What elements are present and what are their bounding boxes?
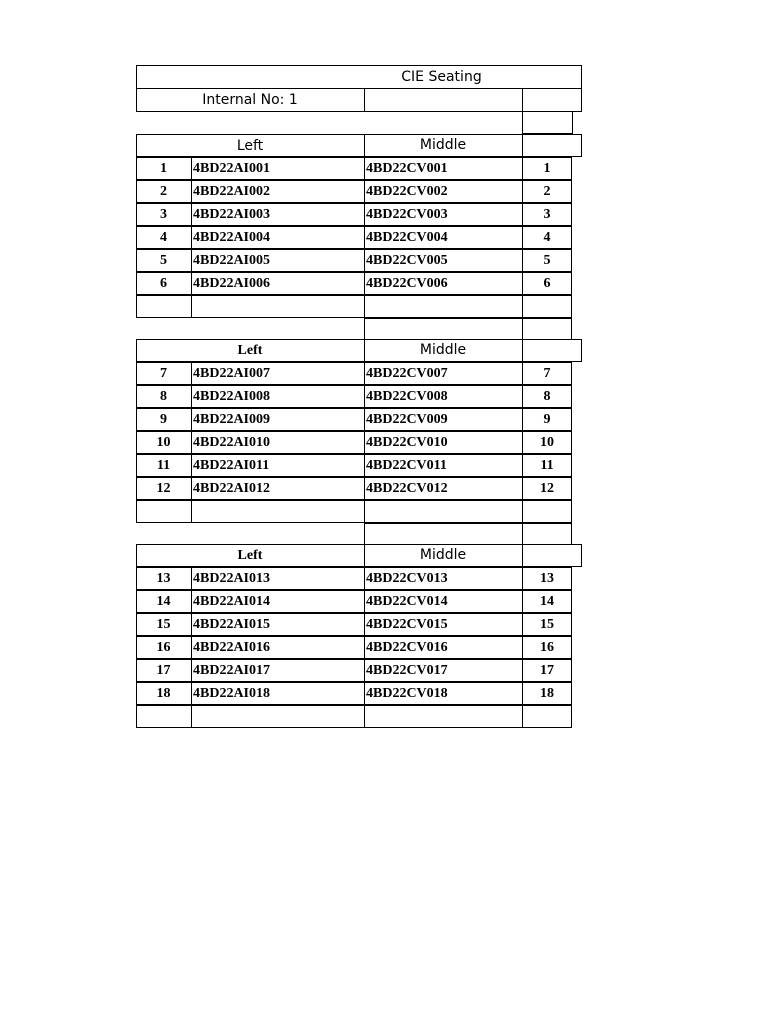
left-seat-id: 4BD22AI016 [193,640,271,655]
empty-cell [364,295,523,318]
left-seat-id: 4BD22AI015 [193,617,271,632]
right-row-number: 10 [540,435,554,450]
left-seat-id: 4BD22AI007 [193,366,271,381]
middle-seat-id: 4BD22CV015 [366,617,448,632]
left-seat-id: 4BD22AI010 [193,435,271,450]
right-row-number: 3 [543,207,551,222]
right-row-number: 11 [540,458,554,473]
left-seat-id: 4BD22AI011 [193,458,270,473]
right-row-number: 2 [543,184,551,199]
middle-seat-id: 4BD22CV004 [366,230,448,245]
middle-column-header: Middle [419,547,467,563]
right-row-number: 6 [543,276,551,291]
row-number: 9 [160,412,167,427]
internal-number-label: Internal No: 1 [202,92,298,108]
row-number: 7 [160,366,167,381]
row-number: 10 [156,435,171,450]
empty-cell [191,705,365,728]
middle-seat-id: 4BD22CV001 [366,161,448,176]
middle-seat-id: 4BD22CV018 [366,686,448,701]
middle-seat-id: 4BD22CV010 [366,435,448,450]
left-seat-id: 4BD22AI001 [193,161,271,176]
empty-cell [136,295,192,318]
right-row-number: 13 [540,571,554,586]
row-number: 15 [156,617,171,632]
empty-cell [522,318,572,340]
middle-seat-id: 4BD22CV017 [366,663,448,678]
empty-cell [364,88,523,112]
row-number: 18 [156,686,171,701]
right-row-number: 17 [540,663,554,678]
right-row-number: 16 [540,640,554,655]
middle-seat-id: 4BD22CV008 [366,389,448,404]
row-number: 8 [160,389,167,404]
left-seat-id: 4BD22AI008 [193,389,271,404]
left-column-header: Left [237,343,263,358]
page-title: CIE Seating [401,69,482,85]
row-number: 11 [156,458,171,473]
section-header-right [522,339,582,362]
left-seat-id: 4BD22AI002 [193,184,271,199]
right-row-number: 7 [543,366,551,381]
row-number: 16 [156,640,171,655]
right-row-number: 8 [543,389,551,404]
row-number: 14 [156,594,171,609]
middle-seat-id: 4BD22CV006 [366,276,448,291]
empty-cell [191,500,365,523]
middle-seat-id: 4BD22CV014 [366,594,448,609]
left-seat-id: 4BD22AI003 [193,207,271,222]
empty-cell [191,295,365,318]
section-header-right [522,134,582,157]
row-number: 13 [156,571,171,586]
middle-seat-id: 4BD22CV009 [366,412,448,427]
empty-cell [136,500,192,523]
middle-column-header: Middle [419,342,467,358]
left-column-header: Left [236,138,264,154]
left-seat-id: 4BD22AI017 [193,663,271,678]
row-number: 17 [156,663,171,678]
left-seat-id: 4BD22AI005 [193,253,271,268]
middle-seat-id: 4BD22CV007 [366,366,448,381]
right-row-number: 14 [540,594,554,609]
left-seat-id: 4BD22AI014 [193,594,271,609]
middle-seat-id: 4BD22CV016 [366,640,448,655]
middle-seat-id: 4BD22CV003 [366,207,448,222]
left-seat-id: 4BD22AI004 [193,230,271,245]
middle-seat-id: 4BD22CV011 [366,458,447,473]
middle-seat-id: 4BD22CV005 [366,253,448,268]
section-header-right [522,544,582,567]
left-seat-id: 4BD22AI009 [193,412,271,427]
right-row-number: 9 [543,412,551,427]
middle-seat-id: 4BD22CV002 [366,184,448,199]
left-column-header: Left [237,548,263,563]
right-row-number: 1 [543,161,551,176]
row-number: 5 [160,253,167,268]
empty-cell [364,523,523,545]
row-number: 4 [160,230,167,245]
empty-cell [522,88,582,112]
left-seat-id: 4BD22AI018 [193,686,271,701]
left-seat-id: 4BD22AI006 [193,276,271,291]
empty-cell [522,295,572,318]
empty-cell [364,705,523,728]
middle-column-header: Middle [419,137,467,153]
empty-cell [522,523,572,545]
empty-cell [364,500,523,523]
left-seat-id: 4BD22AI013 [193,571,271,586]
empty-cell [364,318,523,340]
right-row-number: 18 [540,686,554,701]
empty-cell [136,705,192,728]
row-number: 3 [160,207,167,222]
middle-seat-id: 4BD22CV013 [366,571,448,586]
row-number: 12 [156,481,171,496]
empty-cell [522,111,573,134]
middle-seat-id: 4BD22CV012 [366,481,448,496]
right-row-number: 5 [543,253,551,268]
empty-cell [522,500,572,523]
row-number: 2 [160,184,167,199]
right-row-number: 15 [540,617,554,632]
empty-cell [522,705,572,728]
row-number: 6 [160,276,167,291]
row-number: 1 [160,161,167,176]
left-seat-id: 4BD22AI012 [193,481,271,496]
right-row-number: 12 [540,481,554,496]
right-row-number: 4 [543,230,551,245]
